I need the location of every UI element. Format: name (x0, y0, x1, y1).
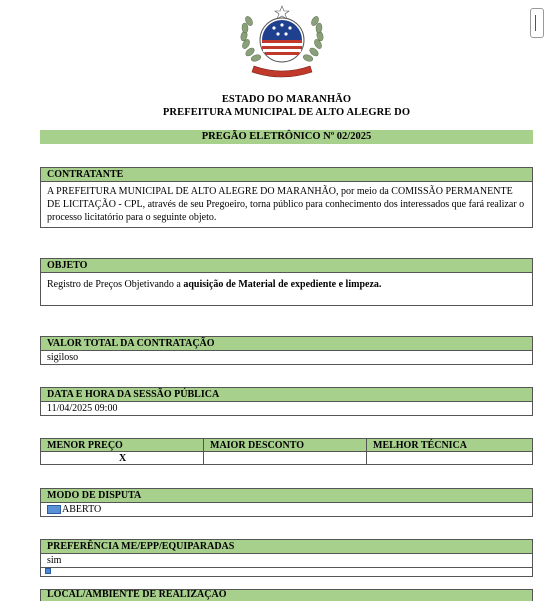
scroll-handle[interactable] (530, 8, 544, 38)
criterio-table (40, 438, 533, 465)
disputa-row (41, 503, 532, 516)
state-name: ESTADO DO MARANHÃO (221, 94, 352, 105)
criterio-header-menor-preco: MENOR PREÇO (41, 439, 204, 452)
procurement-title: PREGÃO ELETRÔNICO Nº 02/2025 (40, 130, 533, 144)
objeto-text (41, 273, 532, 305)
criterio-mark-menor-preco: X (41, 452, 204, 465)
criterio-mark-row (41, 452, 533, 465)
contratante-section (40, 167, 533, 228)
disputa-value: ABERTO (62, 504, 102, 515)
municipality-name: PREFEITURA MUNICIPAL DE ALTO ALEGRE DO (162, 107, 411, 118)
local-header: LOCAL/AMBIENTE DE REALIZAÇÃO (47, 589, 227, 600)
disputa-section (40, 488, 533, 517)
local-section (40, 589, 533, 601)
criterio-header-maior-desconto: MAIOR DESCONTO (204, 439, 367, 452)
sessao-value: 11/04/2025 09:00 (41, 402, 532, 415)
state-seal-logo (232, 4, 332, 80)
objeto-section (40, 258, 533, 306)
checkbox-icon[interactable] (47, 505, 61, 514)
criterio-mark-maior-desconto (204, 452, 367, 465)
valor-section (40, 336, 533, 365)
small-checkbox-icon[interactable] (45, 568, 51, 574)
valor-value: sigiloso (41, 351, 532, 364)
preferencia-value: sim (41, 554, 532, 568)
objeto-text-plain: Registro de Preços Objetivando a (47, 279, 184, 290)
preferencia-extra-row (41, 568, 532, 576)
objeto-header: OBJETO (41, 259, 532, 273)
contratante-header: CONTRATANTE (41, 168, 532, 182)
sessao-header: DATA E HORA DA SESSÃO PÚBLICA (41, 388, 532, 402)
criterio-mark-melhor-tecnica (367, 452, 533, 465)
preferencia-section (40, 539, 533, 577)
criterio-header-row (41, 439, 533, 452)
objeto-text-bold: aquisição de Material de expediente e limpeza. (183, 279, 382, 290)
preferencia-header: PREFERÊNCIA ME/EPP/EQUIPARADAS (41, 540, 532, 554)
sessao-section (40, 387, 533, 416)
contratante-text: A PREFEITURA MUNICIPAL DE ALTO ALEGRE DO MARANHÃO, por meio da COMISSÃO PERMANENTE DE LICITAÇÃO - CPL, através de seu Pregoeiro, torna público para conhecimento dos interessados que fará realizar o processo licitatório para o seguinte objeto. (41, 182, 532, 227)
criterio-header-melhor-tecnica: MELHOR TÉCNICA (367, 439, 533, 452)
valor-header: VALOR TOTAL DA CONTRATAÇÃO (41, 337, 532, 351)
disputa-header: MODO DE DISPUTA (41, 489, 532, 503)
